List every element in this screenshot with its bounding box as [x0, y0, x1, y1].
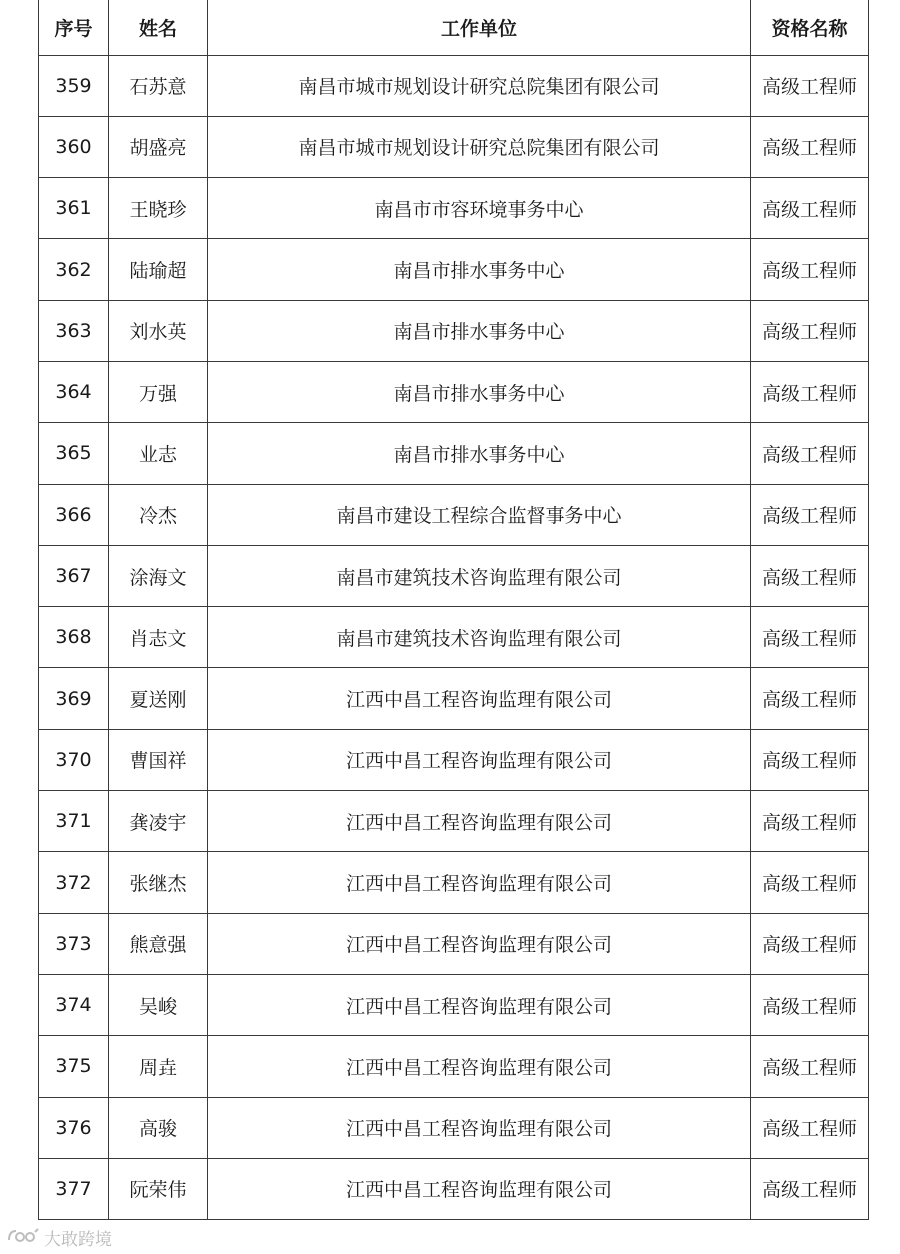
cell-title: 高级工程师 — [751, 239, 869, 300]
cell-unit: 南昌市城市规划设计研究总院集团有限公司 — [208, 116, 751, 177]
cell-no: 362 — [39, 239, 109, 300]
table-row — [39, 300, 869, 361]
table-row — [39, 484, 869, 545]
table-row — [39, 607, 869, 668]
cell-unit: 南昌市排水事务中心 — [208, 361, 751, 422]
cell-name: 阮荣伟 — [109, 1158, 208, 1219]
table-row — [39, 852, 869, 913]
cell-name: 周垚 — [109, 1036, 208, 1097]
table-row — [39, 791, 869, 852]
personnel-table — [38, 0, 869, 1220]
header-row — [39, 0, 869, 55]
cell-no: 370 — [39, 729, 109, 790]
cell-no: 373 — [39, 913, 109, 974]
table-row — [39, 1036, 869, 1097]
table-row — [39, 545, 869, 606]
cell-title: 高级工程师 — [751, 607, 869, 668]
table-row — [39, 1158, 869, 1219]
cell-title: 高级工程师 — [751, 852, 869, 913]
cell-no: 363 — [39, 300, 109, 361]
cell-name: 胡盛亮 — [109, 116, 208, 177]
cell-title: 高级工程师 — [751, 974, 869, 1035]
cell-name: 熊意强 — [109, 913, 208, 974]
cell-no: 376 — [39, 1097, 109, 1158]
cell-title: 高级工程师 — [751, 668, 869, 729]
cell-unit: 南昌市城市规划设计研究总院集团有限公司 — [208, 55, 751, 116]
table-row — [39, 1097, 869, 1158]
cell-title: 高级工程师 — [751, 55, 869, 116]
cell-no: 374 — [39, 974, 109, 1035]
cell-unit: 南昌市建筑技术咨询监理有限公司 — [208, 607, 751, 668]
cell-no: 359 — [39, 55, 109, 116]
cell-title: 高级工程师 — [751, 545, 869, 606]
cell-title: 高级工程师 — [751, 791, 869, 852]
header-unit: 工作单位 — [208, 0, 751, 55]
cell-title: 高级工程师 — [751, 913, 869, 974]
table-row — [39, 178, 869, 239]
header-title: 资格名称 — [751, 0, 869, 55]
cell-no: 360 — [39, 116, 109, 177]
cell-name: 陆瑜超 — [109, 239, 208, 300]
cell-no: 368 — [39, 607, 109, 668]
header-name: 姓名 — [109, 0, 208, 55]
cell-unit: 江西中昌工程咨询监理有限公司 — [208, 1097, 751, 1158]
table-body — [39, 55, 869, 1220]
cell-title: 高级工程师 — [751, 178, 869, 239]
cell-name: 龚凌宇 — [109, 791, 208, 852]
cell-title: 高级工程师 — [751, 484, 869, 545]
cell-unit: 江西中昌工程咨询监理有限公司 — [208, 729, 751, 790]
cell-name: 肖志文 — [109, 607, 208, 668]
table-row — [39, 729, 869, 790]
cell-no: 364 — [39, 361, 109, 422]
cell-no: 375 — [39, 1036, 109, 1097]
cell-title: 高级工程师 — [751, 729, 869, 790]
cell-name: 张继杰 — [109, 852, 208, 913]
cell-no: 372 — [39, 852, 109, 913]
table-header — [39, 0, 869, 55]
cell-name: 刘水英 — [109, 300, 208, 361]
cell-title: 高级工程师 — [751, 1036, 869, 1097]
table-row — [39, 668, 869, 729]
cell-no: 361 — [39, 178, 109, 239]
table-row — [39, 913, 869, 974]
cell-title: 高级工程师 — [751, 361, 869, 422]
cell-no: 369 — [39, 668, 109, 729]
cell-no: 367 — [39, 545, 109, 606]
table-row — [39, 55, 869, 116]
cell-name: 万强 — [109, 361, 208, 422]
personnel-table-container — [38, 0, 868, 1220]
watermark-text: 大敢跨境 — [44, 1229, 112, 1250]
cell-unit: 南昌市建筑技术咨询监理有限公司 — [208, 545, 751, 606]
cell-title: 高级工程师 — [751, 300, 869, 361]
header-no: 序号 — [39, 0, 109, 55]
cell-title: 高级工程师 — [751, 116, 869, 177]
cell-name: 业志 — [109, 423, 208, 484]
cell-no: 371 — [39, 791, 109, 852]
cell-unit: 南昌市排水事务中心 — [208, 423, 751, 484]
cell-title: 高级工程师 — [751, 1097, 869, 1158]
table-row — [39, 361, 869, 422]
cell-unit: 南昌市排水事务中心 — [208, 239, 751, 300]
table-row — [39, 116, 869, 177]
cell-unit: 江西中昌工程咨询监理有限公司 — [208, 1036, 751, 1097]
cell-name: 高骏 — [109, 1097, 208, 1158]
table-row — [39, 239, 869, 300]
table-row — [39, 974, 869, 1035]
cell-name: 涂海文 — [109, 545, 208, 606]
cell-unit: 江西中昌工程咨询监理有限公司 — [208, 974, 751, 1035]
cell-title: 高级工程师 — [751, 423, 869, 484]
cell-unit: 江西中昌工程咨询监理有限公司 — [208, 791, 751, 852]
cell-unit: 南昌市排水事务中心 — [208, 300, 751, 361]
cell-name: 王晓珍 — [109, 178, 208, 239]
cell-unit: 南昌市市容环境事务中心 — [208, 178, 751, 239]
cell-unit: 江西中昌工程咨询监理有限公司 — [208, 668, 751, 729]
table-row — [39, 423, 869, 484]
brand-logo-icon — [6, 1227, 40, 1247]
cell-name: 冷杰 — [109, 484, 208, 545]
cell-name: 夏送刚 — [109, 668, 208, 729]
cell-no: 365 — [39, 423, 109, 484]
cell-no: 366 — [39, 484, 109, 545]
cell-name: 曹国祥 — [109, 729, 208, 790]
cell-unit: 南昌市建设工程综合监督事务中心 — [208, 484, 751, 545]
cell-unit: 江西中昌工程咨询监理有限公司 — [208, 913, 751, 974]
watermark — [6, 1224, 112, 1250]
cell-unit: 江西中昌工程咨询监理有限公司 — [208, 1158, 751, 1219]
cell-unit: 江西中昌工程咨询监理有限公司 — [208, 852, 751, 913]
cell-name: 石苏意 — [109, 55, 208, 116]
cell-no: 377 — [39, 1158, 109, 1219]
cell-name: 吴峻 — [109, 974, 208, 1035]
cell-title: 高级工程师 — [751, 1158, 869, 1219]
